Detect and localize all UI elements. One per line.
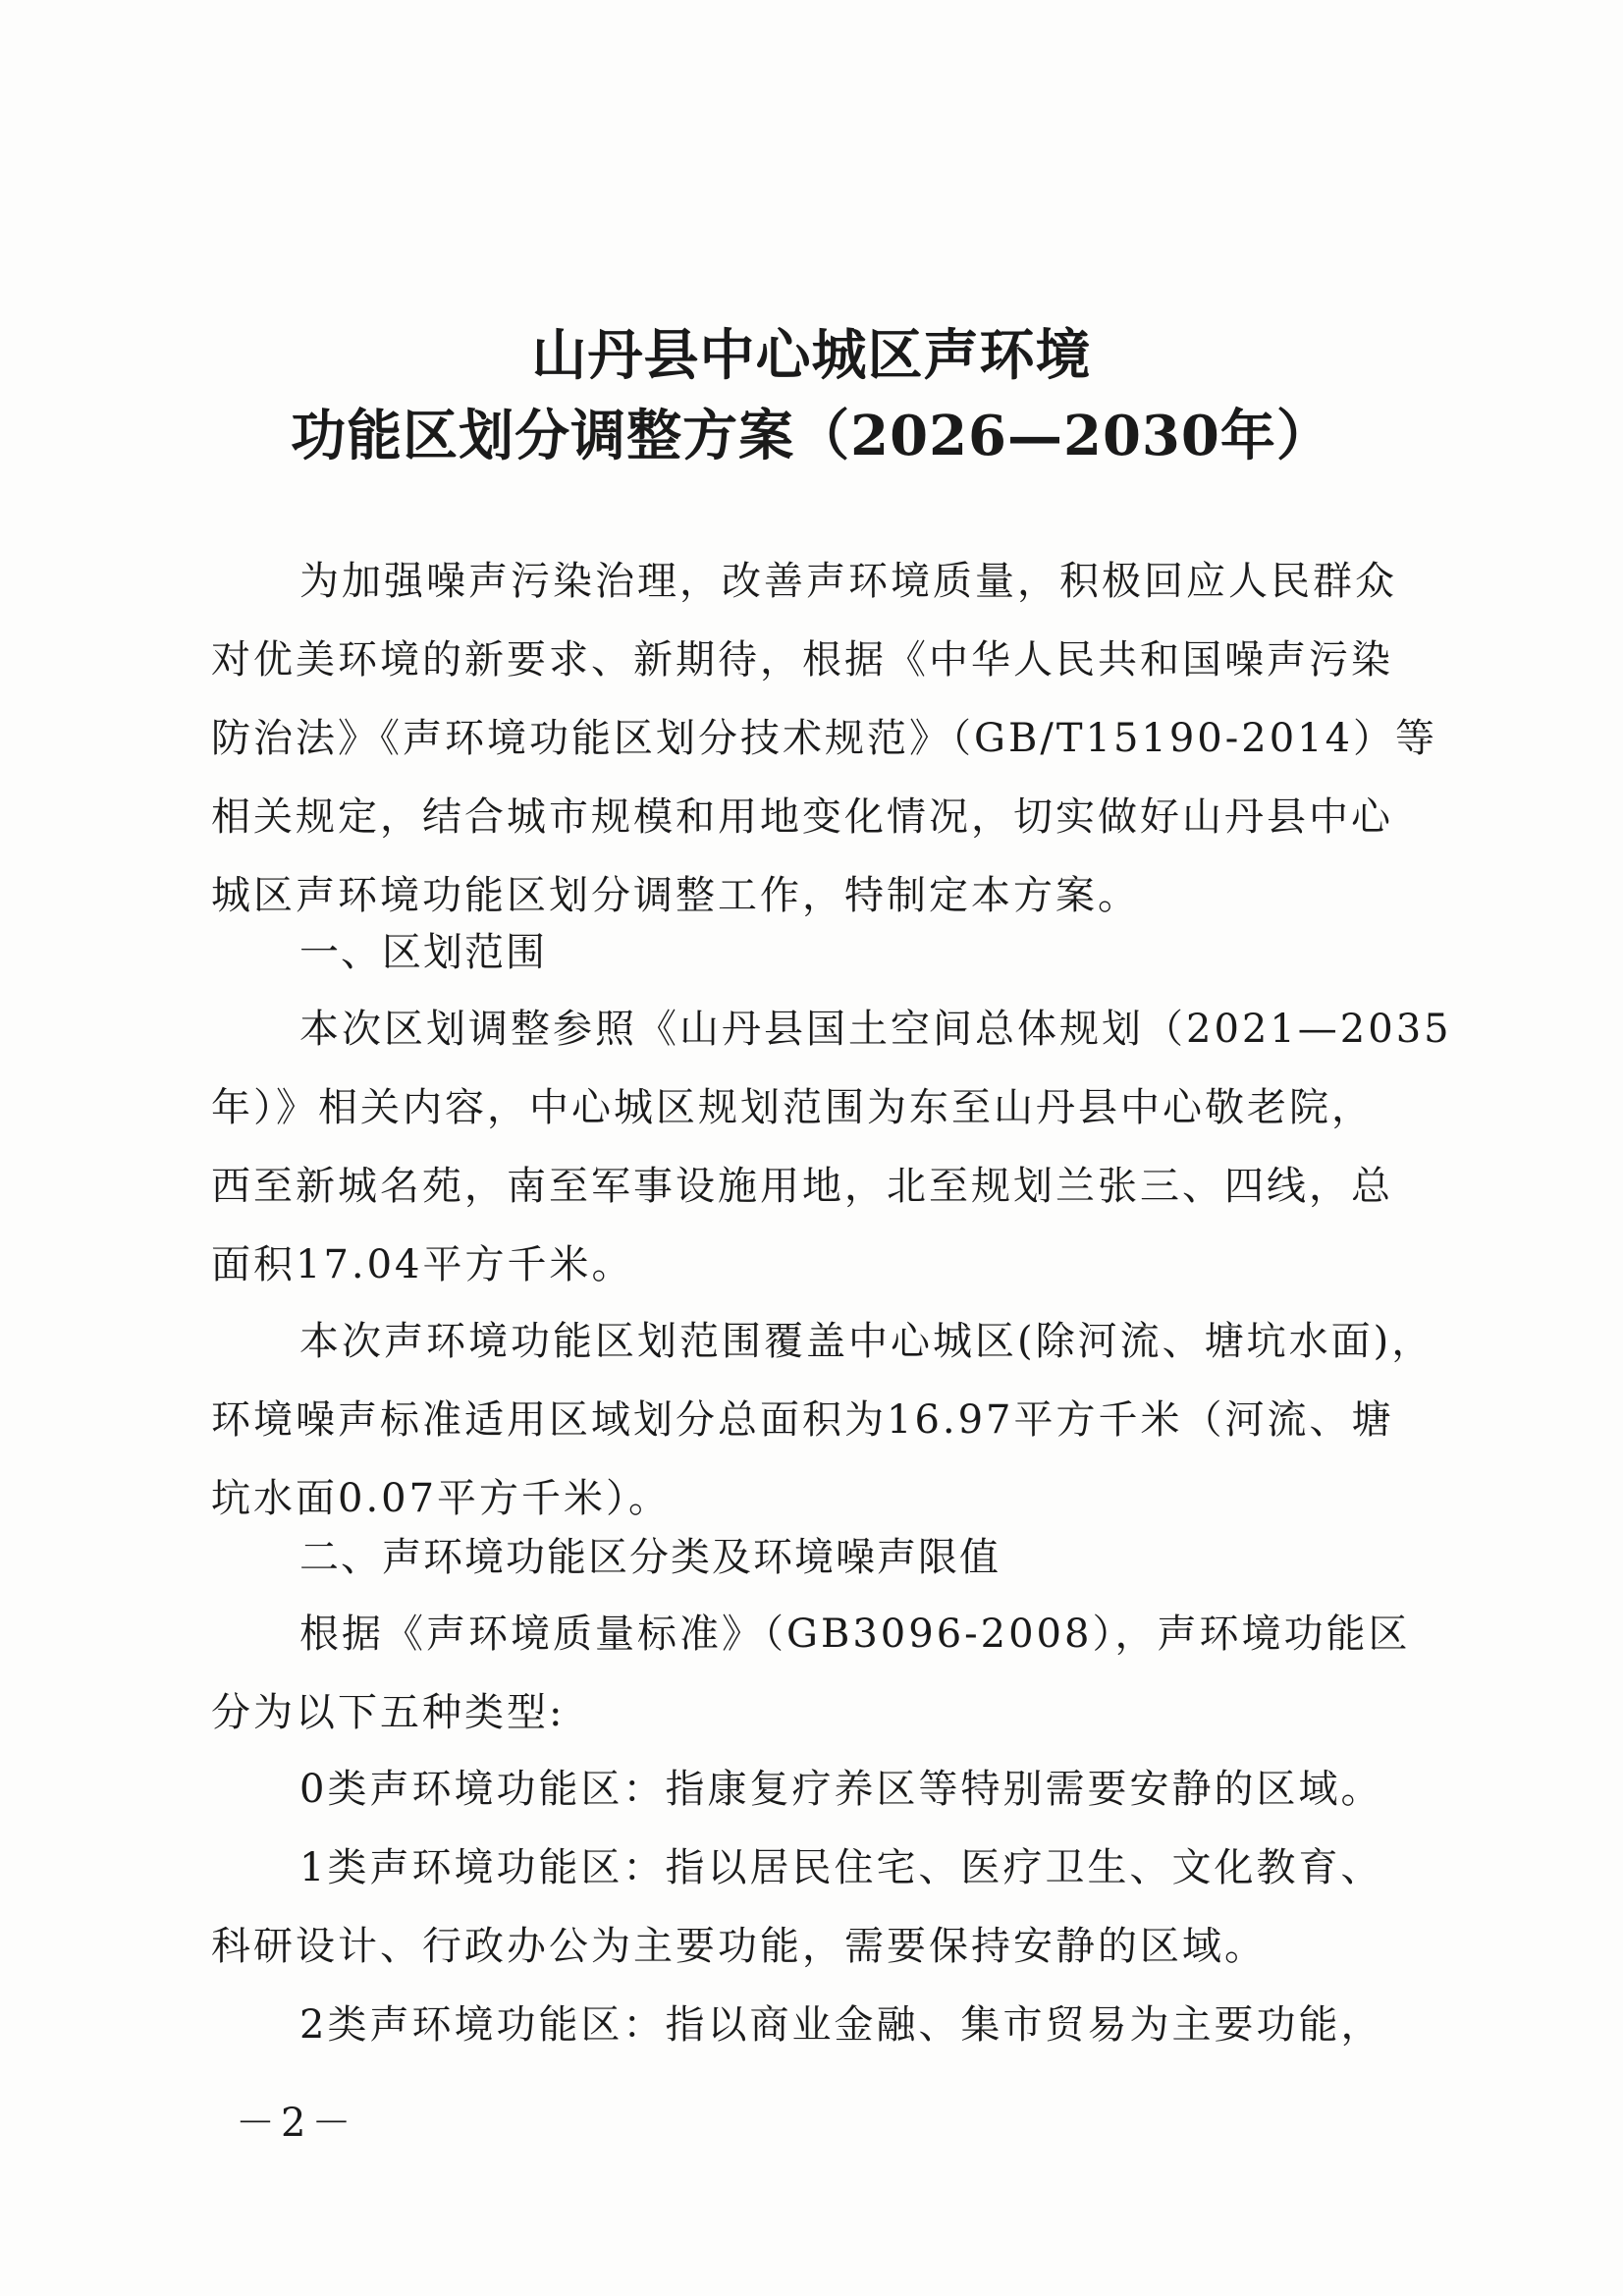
scope-coverage-line: 本次声环境功能区划范围覆盖中心城区(除河流、塘坑水面)， xyxy=(299,1319,1434,1364)
intro-line: 对优美环境的新要求、新期待，根据《中华人民共和国噪声污染 xyxy=(211,637,1393,683)
class1-line: 科研设计、行政办公为主要功能，需要保持安静的区域。 xyxy=(211,1924,1267,1969)
scope-coverage-line: 坑水面0.07平方千米）。 xyxy=(211,1476,672,1521)
page-number: －2－ xyxy=(236,2101,357,2146)
scope-line: 年）》相关内容，中心城区规划范围为东至山丹县中心敬老院， xyxy=(211,1085,1374,1130)
intro-line: 为加强噪声污染治理，改善声环境质量，积极回应人民群众 xyxy=(299,559,1397,604)
section-heading-scope: 一、区划范围 xyxy=(299,930,547,975)
document-title-line2: 功能区划分调整方案（2026—2030年） xyxy=(291,404,1332,468)
intro-line: 相关规定，结合城市规模和用地变化情况，切实做好山丹县中心 xyxy=(211,794,1393,840)
classification-line: 分为以下五种类型: xyxy=(211,1690,566,1735)
section-heading-classification: 二、声环境功能区分类及环境噪声限值 xyxy=(299,1535,1001,1580)
scope-line: 本次区划调整参照《山丹县国土空间总体规划（2021—2035 xyxy=(299,1007,1452,1052)
class0-line: 0类声环境功能区：指康复疗养区等特别需要安静的区域。 xyxy=(299,1767,1383,1812)
classification-line: 根据《声环境质量标准》（GB3096-2008），声环境功能区 xyxy=(299,1612,1411,1657)
intro-line: 城区声环境功能区划分调整工作，特制定本方案。 xyxy=(211,873,1140,918)
scope-coverage-line: 环境噪声标准适用区域划分总面积为16.97平方千米（河流、塘 xyxy=(211,1397,1394,1443)
intro-line: 防治法》《声环境功能区划分技术规范》（GB/T15190-2014）等 xyxy=(211,716,1438,761)
class1-line: 1类声环境功能区：指以居民住宅、医疗卫生、文化教育、 xyxy=(299,1845,1383,1890)
scope-line: 面积17.04平方千米。 xyxy=(211,1242,634,1287)
document-title-line1: 山丹县中心城区声环境 xyxy=(531,323,1092,388)
class2-line: 2类声环境功能区：指以商业金融、集市贸易为主要功能， xyxy=(299,2002,1383,2048)
scope-line: 西至新城名苑，南至军事设施用地，北至规划兰张三、四线，总 xyxy=(211,1164,1393,1209)
